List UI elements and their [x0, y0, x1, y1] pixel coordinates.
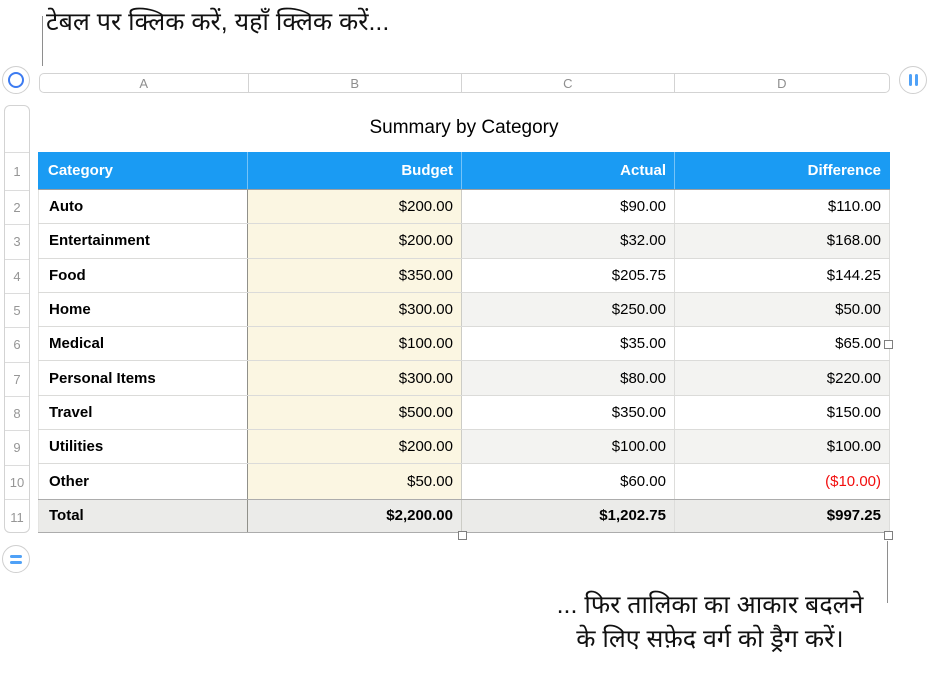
- table-row-personal-items: [38, 361, 890, 395]
- row-label-1[interactable]: 1: [5, 153, 29, 191]
- cell-actual[interactable]: $100.00: [462, 430, 675, 463]
- row-label-2[interactable]: 2: [5, 191, 29, 225]
- table-select-ring-icon: [8, 72, 24, 88]
- resize-handle-right[interactable]: [884, 340, 893, 349]
- cell-actual[interactable]: $90.00: [462, 190, 675, 223]
- cell-actual[interactable]: $60.00: [462, 464, 675, 498]
- cell-actual[interactable]: $80.00: [462, 361, 675, 394]
- column-letter-B[interactable]: B: [249, 74, 463, 92]
- header-cell-budget[interactable]: Budget: [248, 152, 462, 189]
- cell-difference[interactable]: $50.00: [675, 293, 890, 326]
- table-select-handle[interactable]: [2, 66, 30, 94]
- table-row-travel: [38, 396, 890, 430]
- cell-difference[interactable]: $110.00: [675, 190, 890, 223]
- top-annotation: टेबल पर क्लिक करें, यहाँ क्लिक करें...: [46, 8, 390, 36]
- cell-category[interactable]: Entertainment: [38, 224, 248, 257]
- cell-actual[interactable]: $205.75: [462, 259, 675, 292]
- cell-category[interactable]: Utilities: [38, 430, 248, 463]
- cell-difference[interactable]: ($10.00): [675, 464, 890, 498]
- add-row-button[interactable]: [2, 545, 30, 573]
- row-label-title[interactable]: [5, 106, 29, 153]
- cell-budget[interactable]: $300.00: [248, 293, 462, 326]
- cell-total-label[interactable]: Total: [38, 500, 248, 532]
- cell-budget[interactable]: $300.00: [248, 361, 462, 394]
- cell-category[interactable]: Food: [38, 259, 248, 292]
- top-callout-line: [42, 16, 43, 66]
- cell-budget[interactable]: $200.00: [248, 430, 462, 463]
- add-column-button[interactable]: [899, 66, 927, 94]
- cell-budget[interactable]: $100.00: [248, 327, 462, 360]
- budget-table: [38, 105, 890, 533]
- cell-category[interactable]: Travel: [38, 396, 248, 429]
- table-row-entertainment: [38, 224, 890, 258]
- bottom-annotation-line2: के लिए सफ़ेद वर्ग को ड्रैग करें।: [576, 625, 844, 653]
- cell-difference[interactable]: $65.00: [675, 327, 890, 360]
- header-cell-actual[interactable]: Actual: [462, 152, 675, 189]
- cell-budget[interactable]: $350.00: [248, 259, 462, 292]
- cell-category[interactable]: Personal Items: [38, 361, 248, 394]
- cell-total-difference[interactable]: $997.25: [675, 500, 890, 532]
- table-row-utilities: [38, 430, 890, 464]
- column-letter-C[interactable]: C: [462, 74, 675, 92]
- table-header-row: [38, 152, 890, 190]
- cell-category[interactable]: Home: [38, 293, 248, 326]
- cell-budget[interactable]: $200.00: [248, 224, 462, 257]
- cell-category[interactable]: Other: [38, 464, 248, 498]
- table-title[interactable]: Summary by Category: [369, 117, 559, 139]
- cell-difference[interactable]: $144.25: [675, 259, 890, 292]
- cell-budget[interactable]: $200.00: [248, 190, 462, 223]
- cell-total-budget[interactable]: $2,200.00: [248, 500, 462, 532]
- header-cell-category[interactable]: Category: [38, 152, 248, 189]
- add-column-icon: [909, 74, 918, 86]
- cell-difference[interactable]: $220.00: [675, 361, 890, 394]
- row-label-7[interactable]: 7: [5, 363, 29, 397]
- row-label-9[interactable]: 9: [5, 431, 29, 465]
- cell-actual[interactable]: $350.00: [462, 396, 675, 429]
- cell-actual[interactable]: $250.00: [462, 293, 675, 326]
- cell-difference[interactable]: $100.00: [675, 430, 890, 463]
- row-label-8[interactable]: 8: [5, 397, 29, 431]
- table-row-other: [38, 464, 890, 498]
- cell-category[interactable]: Medical: [38, 327, 248, 360]
- table-row-home: [38, 293, 890, 327]
- column-letter-A[interactable]: A: [40, 74, 249, 92]
- cell-total-actual[interactable]: $1,202.75: [462, 500, 675, 532]
- resize-handle-corner[interactable]: [884, 531, 893, 540]
- table-row-medical: [38, 327, 890, 361]
- column-letter-D[interactable]: D: [777, 75, 787, 91]
- column-header-bar[interactable]: [39, 73, 890, 93]
- table-row-auto: [38, 190, 890, 224]
- bottom-annotation-line1: ... फिर तालिका का आकार बदलने: [556, 591, 864, 619]
- cell-budget[interactable]: $500.00: [248, 396, 462, 429]
- row-number-bar[interactable]: [4, 105, 30, 533]
- cell-difference[interactable]: $150.00: [675, 396, 890, 429]
- resize-handle-bottom[interactable]: [458, 531, 467, 540]
- row-label-10[interactable]: 10: [5, 466, 29, 500]
- table-row-food: [38, 259, 890, 293]
- table-row-total: [38, 499, 890, 533]
- row-label-5[interactable]: 5: [5, 294, 29, 328]
- row-label-4[interactable]: 4: [5, 260, 29, 294]
- row-label-11[interactable]: 11: [10, 509, 24, 525]
- row-label-3[interactable]: 3: [5, 225, 29, 259]
- cell-actual[interactable]: $32.00: [462, 224, 675, 257]
- cell-actual[interactable]: $35.00: [462, 327, 675, 360]
- row-label-6[interactable]: 6: [5, 328, 29, 362]
- header-cell-difference[interactable]: Difference: [807, 161, 881, 179]
- cell-category[interactable]: Auto: [38, 190, 248, 223]
- bottom-annotation: [530, 588, 890, 656]
- cell-budget[interactable]: $50.00: [248, 464, 462, 498]
- add-row-icon: [10, 555, 22, 564]
- cell-difference[interactable]: $168.00: [675, 224, 890, 257]
